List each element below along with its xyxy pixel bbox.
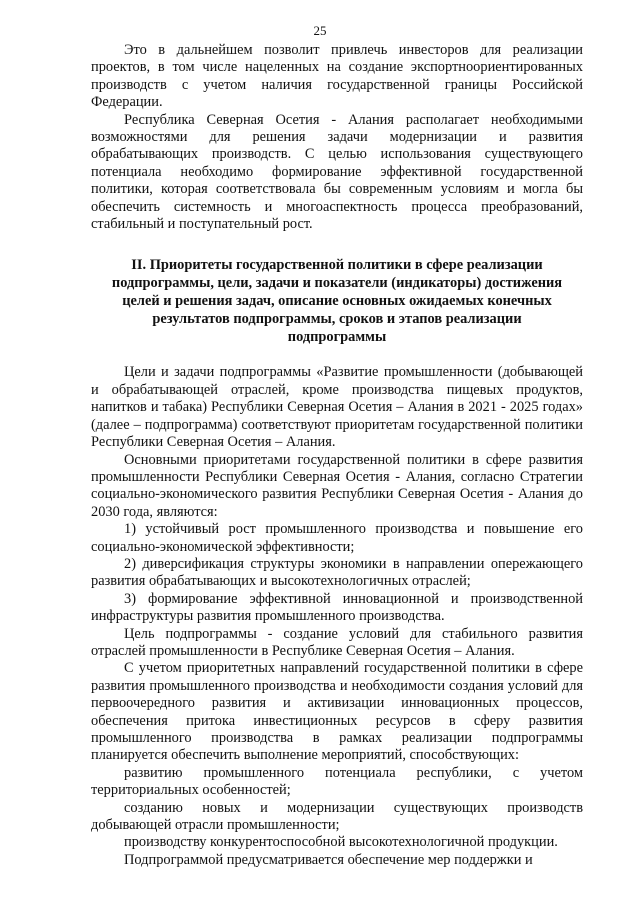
paragraph: С учетом приоритетных направлений государственной политики в сфере развития промышленного производства и необходимости создания условий для первоочередного развития и активизации инновационных процессов, обеспечения притока инвестиционных ресурсов в сферу развития промышленного производства в рамках реализации подпрограммы планируется обеспечить выполнение мероприятий, способствующих:	[91, 660, 583, 764]
paragraph: Цели и задачи подпрограммы «Развитие промышленности (добывающей и обрабатывающей отраслей, кроме производства пищевых продуктов, напитков и табака) Республики Северная Осетия – Алания в 2021 - 2025 годах» (далее – подпрограмма) соответствуют приоритетам государственной политики Республики Северная Осетия – Алания.	[91, 364, 583, 451]
list-item: развитию промышленного потенциала республики, с учетом территориальных особенностей;	[91, 764, 583, 799]
paragraph: Подпрограммой предусматривается обеспечение мер поддержки и	[124, 851, 533, 868]
list-item: производству конкурентоспособной высокотехнологичной продукции.	[124, 834, 558, 851]
paragraph: Цель подпрограммы - создание условий для стабильного развития отраслей промышленности в Республике Северная Осетия – Алания.	[91, 625, 583, 659]
page-number: 25	[313, 23, 327, 38]
list-item: 2) диверсификация структуры экономики в направлении опережающего развития обрабатывающих и высокотехнологичных отраслей;	[91, 555, 583, 590]
paragraph: Республика Северная Осетия - Алания располагает необходимыми возможностями для решения задачи модернизации и развития обрабатывающих производств. С целью использования существующего потенциала необходимо формирование эффективной государственной политики, которая соответствовала бы современным условиям и могла бы обеспечить системность и многоаспектность процесса преобразований, стабильный и поступательный рост.	[91, 111, 583, 233]
list-item: 1) устойчивый рост промышленного производства и повышение его социально-экономической эффективности;	[91, 521, 583, 555]
paragraph: Это в дальнейшем позволит привлечь инвесторов для реализации проектов, в том числе нацеленных на создание экспортноориентированных производств с учетом наличия государственной границы Российской Федерации.	[91, 42, 583, 111]
section-heading: II. Приоритеты государственной политики в сфере реализации подпрограммы, цели, задачи и показатели (индикаторы) достижения целей и решения задач, описание основных ожидаемых конечных результатов подпрограммы, сроков и этапов реализации подпрограммы	[111, 257, 563, 346]
list-item: созданию новых и модернизации существующих производств добывающей отрасли промышленности;	[91, 799, 583, 834]
list-item: 3) формирование эффективной инновационной и производственной инфраструктуры развития промышленного производства.	[91, 590, 583, 625]
paragraph: Основными приоритетами государственной политики в сфере развития промышленности Республики Северная Осетия - Алания, согласно Стратегии социально-экономического развития Республики Северная Осетия - Алания до 2030 года, являются:	[91, 451, 583, 520]
page-content	[91, 42, 583, 869]
